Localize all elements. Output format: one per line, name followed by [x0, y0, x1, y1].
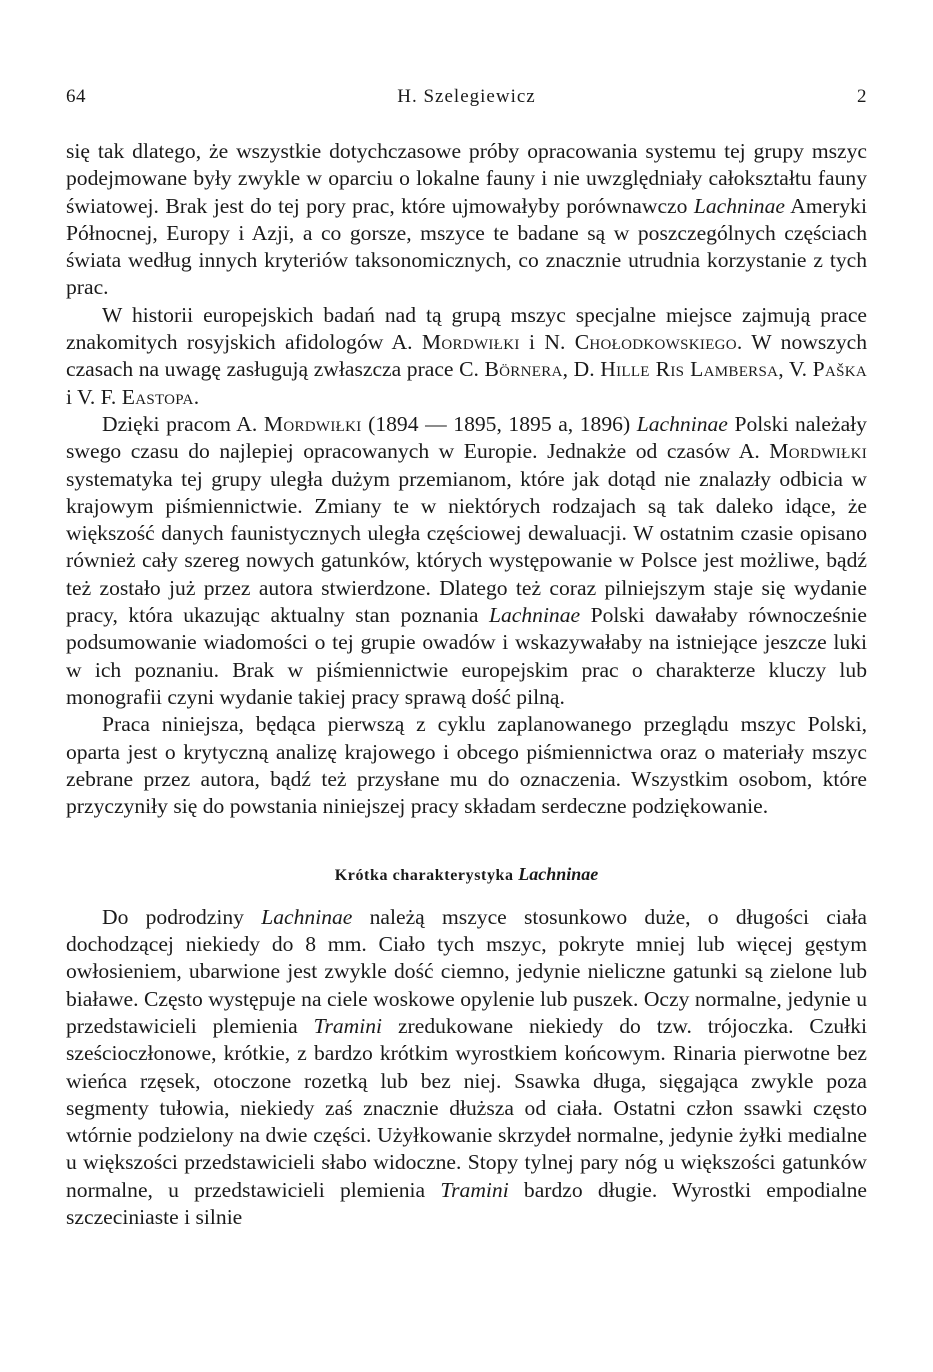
paragraph-3 — [66, 411, 867, 711]
text-run: , V. — [778, 357, 813, 382]
author-name: Eastopa — [121, 384, 194, 409]
text-run: i N. — [519, 330, 575, 355]
taxon-name: Lachninae — [261, 904, 353, 929]
text-run: Praca niniejsza, będąca pierwszą z cyklu zaplanowanego przeglądu mszyc Polski, oparta jest o krytyczną analizę krajowego i obcego piśmiennictwa oraz o materiały mszyc zebrane przez autora, bądź też przysłane mu do oznaczenia. Wszystkim osobom, które przyczyniły się do powstania niniejszej pracy składam serdeczne podziękowanie. — [66, 712, 867, 819]
taxon-name: Lachninae — [488, 603, 581, 628]
section-heading-taxon: Lachninae — [518, 864, 599, 885]
text-run: W historii europejskich badań nad tą grupą mszyc specjalne miejsce zajmują prace znakomitych rosyjskich afidologów A. — [66, 302, 867, 355]
author-name: Börnera — [484, 357, 563, 382]
text-run: (1894 — 1895, 1895 a, 1896) — [361, 411, 637, 436]
page-number: 64 — [66, 86, 86, 107]
text-run: Ameryki Północnej, Europy i Azji, a co gorsze, mszyce te badane są w poszczególnych częściach świata według innych kryteriów taksonomicznych, co znacznie utrudnia korzystanie z tych prac. — [66, 193, 867, 300]
text-run: należą mszyce stosunkowo duże, o długości ciała dochodzącej niekiedy do 8 mm. Ciało tych mszyc, pokryte mniej lub więcej gęstym owłosieniem, ubarwione jest zwykle dość ciemno, jedynie nieliczne gatunki są zielone lub białawe. Często występuje na ciele woskowe opylenie lub puszek. Oczy normalne, jedynie u przedstawicieli plemienia — [66, 904, 867, 1038]
text-run: Polski dawałaby równocześnie podsumowanie wiadomości o tej grupie owadów i wskazywałaby na istniejące jeszcze luki w ich poznaniu. Brak w piśmiennictwie europejskim prac o charakterze kluczy lub monografii czyni wydanie takiej pracy sprawą dość pilną. — [66, 603, 867, 709]
text-run: systematyka tej grupy uległa dużym przemianom, które jak dotąd nie znalazły odbicia w krajowym piśmiennictwie. Zmiany te w niektórych rodzajach są tak daleko idące, że większość danych faunistycznych uległa częściowej dewaluacji. W ostatnim czasie opisano również cały szereg nowych gatunków, których występowanie w Polsce jest możliwe, bądź też zostało już przez autora stwierdzone. Dlatego też coraz pilniejszym staje się wydanie pracy, która ukazując aktualny stan poznania — [66, 466, 867, 628]
body-text — [66, 138, 867, 1231]
text-run: . W nowszych czasach na uwagę zasługują zwłaszcza prace C. — [66, 330, 867, 382]
text-run: Polski należały swego czasu do najlepiej opracowanych w Europie. Jednakże od czasów A. — [66, 411, 867, 464]
text-run: Do podrodziny — [102, 904, 262, 929]
text-run: się tak dlatego, że wszystkie dotychczasowe próby opracowania systemu tej grupy mszyc podejmowane były zwykle w oparciu o lokalne fauny i nie uwzględniały całokształtu fauny światowej. Brak jest do tej pory prac, które ujmowałyby porównawczo — [66, 139, 867, 218]
taxon-name: Tramini — [313, 1013, 383, 1038]
section-heading — [66, 861, 867, 889]
author-name: Hille Ris Lambersa — [600, 357, 779, 382]
paragraph-1 — [66, 138, 867, 302]
taxon-name: Tramini — [440, 1177, 509, 1202]
author-name: Paška — [812, 357, 867, 382]
running-author: H. Szelegiewicz — [397, 86, 536, 107]
section-heading-text: Krótka charakterystyka — [334, 867, 519, 885]
text-run: Dzięki pracom A. — [102, 411, 264, 436]
paragraph-5 — [66, 904, 867, 1232]
taxon-name: Lachninae — [636, 411, 728, 436]
text-run: . — [193, 384, 200, 409]
header-mark: 2 — [857, 86, 867, 107]
taxon-name: Lachninae — [693, 193, 785, 218]
text-run: bardzo długie. Wyrostki empodialne szczeciniaste i silnie — [66, 1177, 867, 1229]
author-name: Mordwiłki — [263, 411, 362, 436]
paragraph-4 — [66, 711, 867, 820]
author-name: Chołodkowskiego — [574, 330, 737, 355]
text-run: i V. F. — [66, 384, 122, 409]
text-run: , D. — [562, 357, 601, 382]
paragraph-2 — [66, 302, 867, 411]
author-name: Mordwiłki — [421, 330, 520, 355]
author-name: Mordwiłki — [769, 439, 867, 464]
running-header — [66, 86, 867, 108]
text-run: zredukowane niekiedy do tzw. trójoczka. Czułki sześcioczłonowe, krótkie, z bardzo krótkim wyrostkiem końcowym. Rinaria pierwotne bez wieńca rzęsek, otoczone rozetką lub bez niej. Ssawka długa, sięgająca zwykle poza segmenty tułowia, niekiedy zaś znacznie dłuższa od ciała. Ostatni człon ssawki często wtórnie podzielony na dwie części. Użyłkowanie skrzydeł normalne, jedynie żyłki medialne u większości przedstawicieli słabo widoczne. Stopy tylnej pary nóg u większości gatunków normalne, u przedstawicieli plemienia — [66, 1013, 867, 1202]
